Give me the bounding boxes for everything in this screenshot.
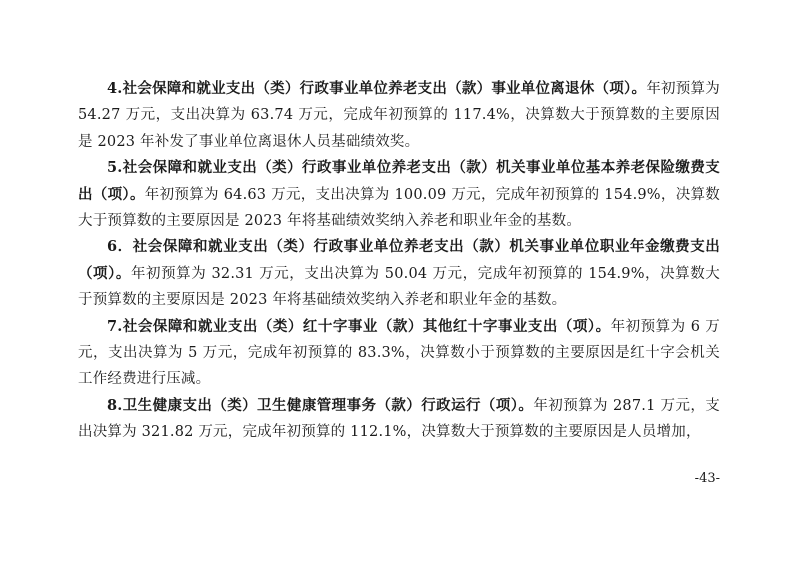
paragraph-heading: 7.社会保障和就业支出（类）红十字事业（款）其他红十字事业支出（项）。 (107, 317, 611, 335)
paragraph-item-4 (78, 76, 720, 155)
paragraph-heading: 6．社会保障和就业支出（类）行政事业单位养老支出（款）机关事业单位职业年金缴费支出（项）。 (78, 238, 720, 282)
paragraph-item-5 (78, 155, 720, 234)
paragraph-heading: 4.社会保障和就业支出（类）行政事业单位养老支出（款）事业单位离退休（项）。 (107, 80, 647, 97)
document-body (78, 76, 720, 446)
paragraph-text: 年初预算为 6 万元，支出决算为 5 万元，完成年初预算的 83.3%，决算数小于预算数的主要原因是红十字会机关工作经费进行压减。 (78, 318, 720, 388)
paragraph-text: 年初预算为 287.1 万元，支出决算为 321.82 万元，完成年初预算的 112.1%，决算数大于预算数的主要原因是人员增加， (78, 397, 720, 441)
paragraph-heading: 8.卫生健康支出（类）卫生健康管理事务（款）行政运行（项）。 (107, 396, 534, 414)
page-number: -43- (694, 471, 720, 486)
paragraph-heading: 5.社会保障和就业支出（类）行政事业单位养老支出（款）机关事业单位基本养老保险缴费支出（项）。 (78, 159, 720, 203)
paragraph-item-7 (78, 314, 720, 393)
paragraph-text: 年初预算为 32.31 万元，支出决算为 50.04 万元，完成年初预算的 154.9%，决算数大于预算数的主要原因是 2023 年将基础绩效奖纳入养老和职业年金的基数。 (78, 265, 720, 309)
paragraph-text: 年初预算为 64.63 万元，支出决算为 100.09 万元，完成年初预算的 154.9%，决算数大于预算数的主要原因是 2023 年将基础绩效奖纳入养老和职业年金的基数。 (78, 186, 720, 230)
paragraph-item-6 (78, 234, 720, 313)
paragraph-item-8 (78, 393, 720, 446)
paragraph-text: 年初预算为 54.27 万元，支出决算为 63.74 万元，完成年初预算的 117.4%，决算数大于预算数的主要原因是 2023 年补发了事业单位离退休人员基础绩效奖。 (78, 81, 721, 150)
